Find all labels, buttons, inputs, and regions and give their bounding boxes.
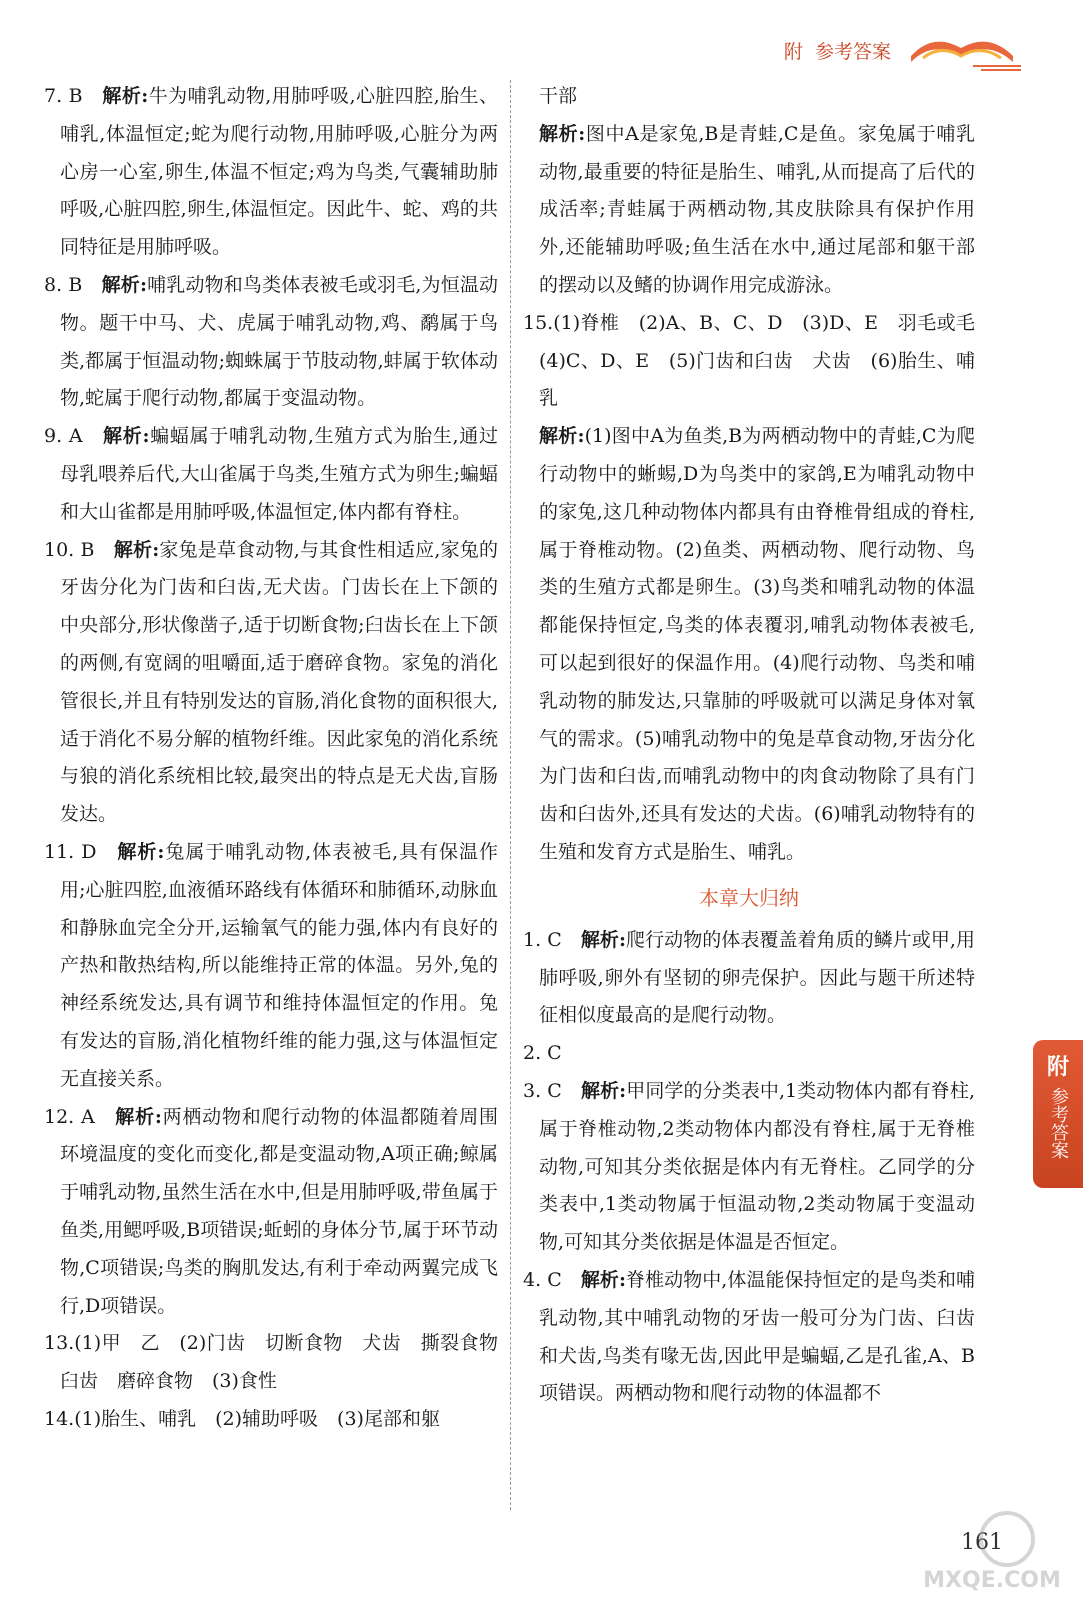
answer-text: 干部 bbox=[539, 85, 578, 107]
left-column bbox=[44, 78, 518, 1439]
analysis-text: 两栖动物和爬行动物的体温都随着周围环境温度的变化而变化,都是变温动物,A项正确;鲸属于哺乳动物,虽然生活在水中,但是用肺呼吸,带鱼属于鱼类,用鳃呼吸,B项错误;蚯蚓的身体分节,属于环节动物,C项错误;鸟类的胸肌发达,有利于牵动两翼完成飞行,D项错误。 bbox=[60, 1105, 498, 1317]
header-label: 附 参考答案 bbox=[783, 40, 891, 63]
analysis-lead: 解析: bbox=[103, 425, 150, 448]
answer-number: 11. D bbox=[44, 840, 97, 863]
analysis-text: 图中A是家兔,B是青蛙,C是鱼。家兔属于哺乳动物,最重要的特征是胎生、哺乳,从而提高了后代的成活率;青蛙属于两栖动物,其皮肤除具有保护作用外,还能辅助呼吸;鱼生活在水中,通过尾部和躯干部的摆动以及鳍的协调作用完成游泳。 bbox=[539, 122, 975, 296]
answer-item-12 bbox=[44, 1099, 498, 1326]
page-header bbox=[784, 24, 1023, 76]
analysis-text: 牛为哺乳动物,用肺呼吸,心脏四腔,胎生、哺乳,体温恒定;蛇为爬行动物,用肺呼吸,心脏分为两心房一心室,卵生,体温不恒定;鸡为鸟类,气囊辅助肺呼吸,心脏四腔,卵生,体温恒定。因此牛、蛇、鸡的共同特征是用肺呼吸。 bbox=[60, 85, 498, 259]
answer-number: 14. bbox=[44, 1407, 75, 1430]
analysis-lead: 解析: bbox=[113, 538, 160, 561]
analysis-text: 爬行动物的体表覆盖着角质的鳞片或甲,用肺呼吸,卵外有坚韧的卵壳保护。因此与题干所述特征相似度最高的是爬行动物。 bbox=[539, 928, 975, 1027]
analysis-text: 脊椎动物中,体温能保持恒定的是鸟类和哺乳动物,其中哺乳动物的牙齿一般可分为门齿、臼齿和犬齿,鸟类有喙无齿,因此甲是蝙蝠,乙是孔雀,A、B项错误。两栖动物和爬行动物的体温都不 bbox=[539, 1268, 975, 1405]
answer-number: 3. C bbox=[523, 1079, 562, 1102]
answer-number: 8. B bbox=[44, 273, 83, 296]
answer-item-7 bbox=[44, 78, 498, 267]
book-logo-icon bbox=[903, 26, 1023, 74]
answer-number: 1. C bbox=[523, 928, 562, 951]
answer-number: 13. bbox=[44, 1332, 75, 1355]
analysis-text: 哺乳动物和鸟类体表被毛或羽毛,为恒温动物。题干中马、犬、虎属于哺乳动物,鸡、鹬属于鸟类,都属于恒温动物;蜘蛛属于节肢动物,蚌属于软体动物,蛇属于爬行动物,都属于变温动物。 bbox=[60, 273, 499, 410]
analysis-text: 兔属于哺乳动物,体表被毛,具有保温作用;心脏四腔,血液循环路线有体循环和肺循环,动脉血和静脉血完全分开,运输氧气的能力强,体内有良好的产热和散热结构,所以能维持正常的体温。另外,兔的神经系统发达,具有调节和维持体温恒定的作用。兔有发达的盲肠,消化植物纤维的能力强,这与体温恒定无直接关系。 bbox=[60, 840, 498, 1090]
answer-item-13 bbox=[44, 1325, 518, 1401]
answer-number: 7. B bbox=[44, 85, 83, 107]
answer-14-continuation bbox=[523, 78, 975, 116]
chapter-answer-4 bbox=[523, 1262, 975, 1413]
answer-text: (1)甲 乙 (2)门齿 切断食物 犬齿 撕裂食物 臼齿 磨碎食物 (3)食性 bbox=[60, 1332, 518, 1393]
analysis-lead: 解析: bbox=[102, 85, 149, 107]
answer-text: (1)脊椎 (2)A、B、C、D (3)D、E 羽毛或毛 (4)C、D、E (5)门齿和臼齿 犬齿 (6)胎生、哺乳 bbox=[539, 311, 995, 410]
watermark-text: MXQE.COM bbox=[923, 1568, 1061, 1593]
analysis-lead: 解析: bbox=[539, 122, 586, 145]
section-title: 本章大归纳 bbox=[699, 885, 799, 910]
column-divider bbox=[510, 80, 511, 1510]
analysis-lead: 解析: bbox=[115, 1105, 162, 1128]
answer-number: 12. A bbox=[44, 1105, 95, 1128]
answer-number: 10. B bbox=[44, 538, 95, 561]
watermark-logo-icon bbox=[907, 1505, 1077, 1595]
answer-item-11 bbox=[44, 834, 498, 1099]
chapter-answer-2 bbox=[523, 1035, 975, 1073]
analysis-text: 家兔是草食动物,与其食性相适应,家兔的牙齿分化为门齿和臼齿,无犬齿。门齿长在上下颌的中央部分,形状像凿子,适于切断食物;臼齿长在上下颌的两侧,有宽阔的咀嚼面,适于磨碎食物。家兔的消化管很长,并且有特别发达的盲肠,消化食物的面积很大,适于消化不易分解的植物纤维。因此家兔的消化系统与狼的消化系统相比较,最突出的特点是无犬齿,盲肠发达。 bbox=[60, 538, 498, 826]
answer-text: (1)胎生、哺乳 (2)辅助呼吸 (3)尾部和躯 bbox=[74, 1407, 440, 1430]
side-tab-char: 附 bbox=[1046, 1055, 1069, 1080]
analysis-text: 甲同学的分类表中,1类动物体内都有脊柱,属于脊椎动物,2类动物体内都没有脊柱,属于无脊椎动物,可知其分类依据是体内有无脊柱。乙同学的分类表中,1类动物属于恒温动物,2类动物属于变温动物,可知其分类依据是体温是否恒定。 bbox=[539, 1079, 975, 1254]
side-tab-label: 参考答案 bbox=[1048, 1087, 1069, 1159]
answer-14-analysis bbox=[523, 116, 975, 305]
answer-item-10 bbox=[44, 532, 498, 834]
analysis-text: (1)图中A为鱼类,B为两栖动物中的青蛙,C为爬行动物中的蜥蜴,D为鸟类中的家鸽,E为哺乳动物中的家兔,这几种动物体内都具有由脊椎骨组成的脊柱,属于脊椎动物。(2)鱼类、两栖动物、爬行动物、鸟类的生殖方式都是卵生。(3)鸟类和哺乳动物的体温都能保持恒定,鸟类的体表覆羽,哺乳动物体表被毛,可以起到很好的保温作用。(4)爬行动物、鸟类和哺乳动物的肺发达,只靠肺的呼吸就可以满足身体对氧气的需求。(5)哺乳动物中的兔是草食动物,牙齿分化为门齿和臼齿,而哺乳动物中的肉食动物除了具有门齿和臼齿外,还具有发达的犬齿。(6)哺乳动物特有的生殖和发育方式是胎生、哺乳。 bbox=[539, 425, 976, 863]
page-number: 161 bbox=[961, 1530, 1003, 1555]
answer-number: 15. bbox=[523, 311, 554, 334]
right-column bbox=[523, 78, 995, 1413]
analysis-lead: 解析: bbox=[580, 1079, 627, 1102]
side-tab bbox=[1033, 1040, 1083, 1188]
answer-number: 4. C bbox=[523, 1268, 562, 1291]
answer-number: 2. C bbox=[523, 1042, 562, 1065]
answer-15-analysis bbox=[523, 418, 975, 872]
answer-item-9 bbox=[44, 418, 498, 531]
analysis-lead: 解析: bbox=[117, 840, 165, 863]
analysis-lead: 解析: bbox=[580, 928, 626, 951]
analysis-lead: 解析: bbox=[539, 425, 585, 448]
answer-item-8 bbox=[44, 267, 498, 418]
chapter-answer-3 bbox=[523, 1073, 975, 1262]
analysis-lead: 解析: bbox=[101, 273, 147, 296]
answer-item-14 bbox=[44, 1401, 498, 1439]
chapter-answer-1 bbox=[523, 922, 975, 1035]
analysis-lead: 解析: bbox=[580, 1268, 626, 1291]
answer-item-15 bbox=[523, 305, 995, 418]
analysis-text: 蝙蝠属于哺乳动物,生殖方式为胎生,通过母乳喂养后代,大山雀属于鸟类,生殖方式为卵生;蝙蝠和大山雀都是用肺呼吸,体温恒定,体内都有脊柱。 bbox=[60, 425, 498, 523]
answer-number: 9. A bbox=[44, 425, 83, 448]
